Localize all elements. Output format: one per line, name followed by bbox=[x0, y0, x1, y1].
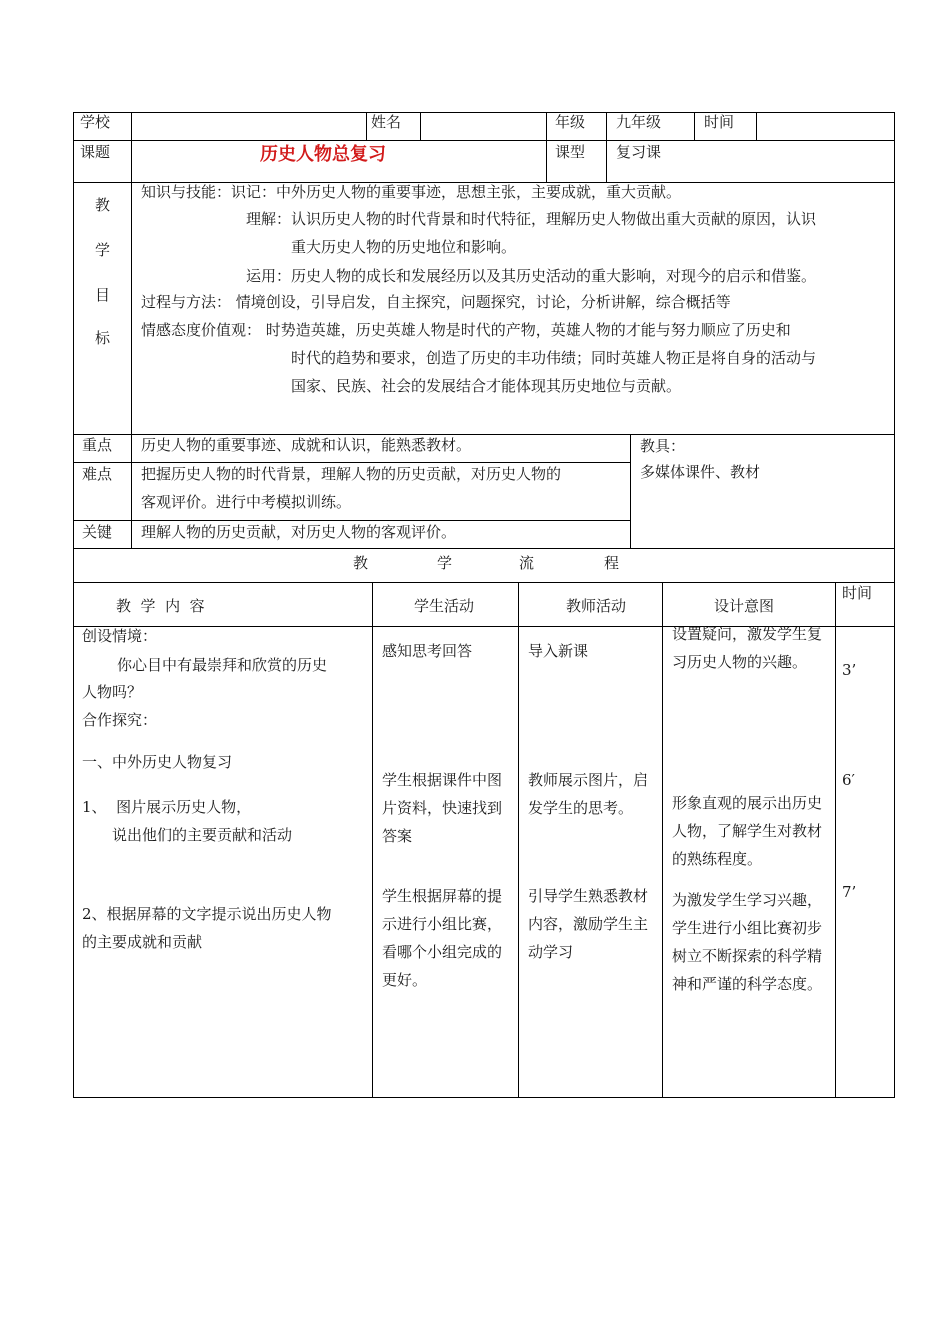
intro-question: 你心目中有最崇拜和欣赏的历史 bbox=[117, 656, 328, 674]
col-divider bbox=[662, 582, 663, 1097]
cooperation-label: 合作探究： bbox=[82, 711, 158, 729]
col-divider bbox=[518, 582, 519, 1097]
objectives-label-char: 教 bbox=[95, 196, 111, 214]
design-intent: 形象直观的展示出历史人物，了解学生对教材的熟练程度。 bbox=[672, 794, 823, 868]
topic-title: 历史人物总复习 bbox=[260, 144, 386, 165]
column-header-content: 教 学 内 容 bbox=[116, 597, 205, 615]
grade-label: 年级 bbox=[555, 113, 586, 131]
intro-label: 创设情境： bbox=[82, 627, 158, 645]
content-item: 2、根据屏幕的文字提示说出历史人物 bbox=[82, 905, 332, 923]
objective-line: 理解：认识历史人物的时代背景和时代特征，理解历史人物做出重大贡献的原因，认识 bbox=[246, 210, 817, 228]
teaching-tools-label: 教具： bbox=[640, 437, 686, 455]
design-intent: 设置疑问，激发学生复习历史人物的兴趣。 bbox=[672, 625, 823, 671]
content-item: 1、 图片展示历史人物， bbox=[82, 798, 252, 816]
table-border-left bbox=[73, 112, 74, 1098]
col-divider bbox=[546, 112, 547, 182]
row-divider bbox=[73, 582, 895, 583]
row-divider bbox=[73, 462, 630, 463]
objective-line: 重大历史人物的历史地位和影响。 bbox=[291, 238, 517, 256]
student-activity: 学生根据课件中图片资料，快速找到答案 bbox=[382, 771, 503, 845]
difficulty-text: 把握历史人物的时代背景，理解人物的历史贡献，对历史人物的 bbox=[141, 465, 562, 483]
objectives-label-char: 标 bbox=[95, 329, 111, 347]
student-activity: 学生根据屏幕的提示进行小组比赛，看哪个小组完成的更好。 bbox=[382, 887, 503, 989]
process-heading-char: 程 bbox=[604, 554, 620, 572]
objective-line: 国家、民族、社会的发展结合才能体现其历史地位与贡献。 bbox=[291, 377, 682, 395]
time-value: 3’ bbox=[842, 661, 857, 679]
objective-line: 时代的趋势和要求，创造了历史的丰功伟绩；同时英雄人物正是将自身的活动与 bbox=[291, 349, 817, 367]
objectives-label-char: 目 bbox=[95, 286, 111, 304]
col-divider bbox=[835, 582, 836, 1097]
teaching-tools-value: 多媒体课件、教材 bbox=[640, 463, 761, 481]
col-divider bbox=[372, 582, 373, 1097]
col-divider bbox=[630, 434, 631, 548]
process-heading-char: 教 bbox=[353, 554, 369, 572]
row-divider bbox=[73, 520, 630, 521]
time-label: 时间 bbox=[704, 113, 735, 131]
column-header-design: 设计意图 bbox=[714, 597, 775, 615]
col-divider bbox=[756, 112, 757, 140]
objectives-label-char: 学 bbox=[95, 241, 111, 259]
process-heading-char: 流 bbox=[519, 554, 535, 572]
time-value: 7’ bbox=[842, 883, 857, 901]
key-point-text: 历史人物的重要事迹、成就和认识，能熟悉教材。 bbox=[141, 436, 472, 454]
key-point-label: 重点 bbox=[82, 436, 113, 454]
col-divider bbox=[694, 112, 695, 140]
row-divider bbox=[73, 140, 895, 141]
intro-question: 人物吗？ bbox=[82, 683, 143, 701]
topic-label: 课题 bbox=[80, 143, 111, 161]
col-divider bbox=[606, 112, 607, 182]
difficulty-label: 难点 bbox=[82, 465, 113, 483]
difficulty-text: 客观评价。进行中考模拟训练。 bbox=[141, 493, 352, 511]
objective-line: 过程与方法： 情境创设，引导启发，自主探究，问题探究，讨论，分析讲解，综合概括等 bbox=[141, 293, 731, 311]
column-header-teacher: 教师活动 bbox=[566, 597, 627, 615]
column-header-time: 时间 bbox=[842, 584, 873, 602]
objective-line: 情感态度价值观： 时势造英雄，历史英雄人物是时代的产物，英雄人物的才能与努力顺应了历史和 bbox=[141, 321, 791, 339]
teacher-activity: 教师展示图片，启发学生的思考。 bbox=[528, 771, 649, 817]
col-divider bbox=[420, 112, 421, 140]
name-label: 姓名 bbox=[371, 113, 402, 131]
table-border-right bbox=[894, 112, 895, 1098]
crux-label: 关键 bbox=[82, 523, 113, 541]
objective-line: 运用：历史人物的成长和发展经历以及其历史活动的重大影响，对现今的启示和借鉴。 bbox=[246, 267, 817, 285]
grade-value: 九年级 bbox=[616, 113, 662, 131]
table-border-top bbox=[73, 112, 895, 113]
teacher-activity: 引导学生熟悉教材内容，激励学生主动学习 bbox=[528, 887, 649, 961]
section-heading: 一、中外历史人物复习 bbox=[82, 753, 233, 771]
content-item: 说出他们的主要贡献和活动 bbox=[112, 826, 293, 844]
objective-line: 知识与技能：识记：中外历史人物的重要事迹，思想主张，主要成就，重大贡献。 bbox=[141, 183, 682, 201]
process-heading-char: 学 bbox=[437, 554, 453, 572]
row-divider bbox=[73, 548, 895, 549]
student-activity: 感知思考回答 bbox=[382, 642, 473, 660]
column-header-student: 学生活动 bbox=[414, 597, 475, 615]
time-value: 6′ bbox=[842, 771, 855, 789]
table-border-bottom bbox=[73, 1097, 895, 1098]
col-divider bbox=[131, 112, 132, 548]
lesson-type-value: 复习课 bbox=[616, 143, 662, 161]
crux-text: 理解人物的历史贡献，对历史人物的客观评价。 bbox=[141, 523, 457, 541]
teacher-activity: 导入新课 bbox=[528, 642, 589, 660]
school-label: 学校 bbox=[80, 113, 111, 131]
design-intent: 为激发学生学习兴趣，学生进行小组比赛初步树立不断探索的科学精神和严谨的科学态度。 bbox=[672, 891, 823, 993]
lesson-type-label: 课型 bbox=[555, 143, 586, 161]
content-item: 的主要成就和贡献 bbox=[82, 933, 203, 951]
col-divider bbox=[366, 112, 367, 140]
